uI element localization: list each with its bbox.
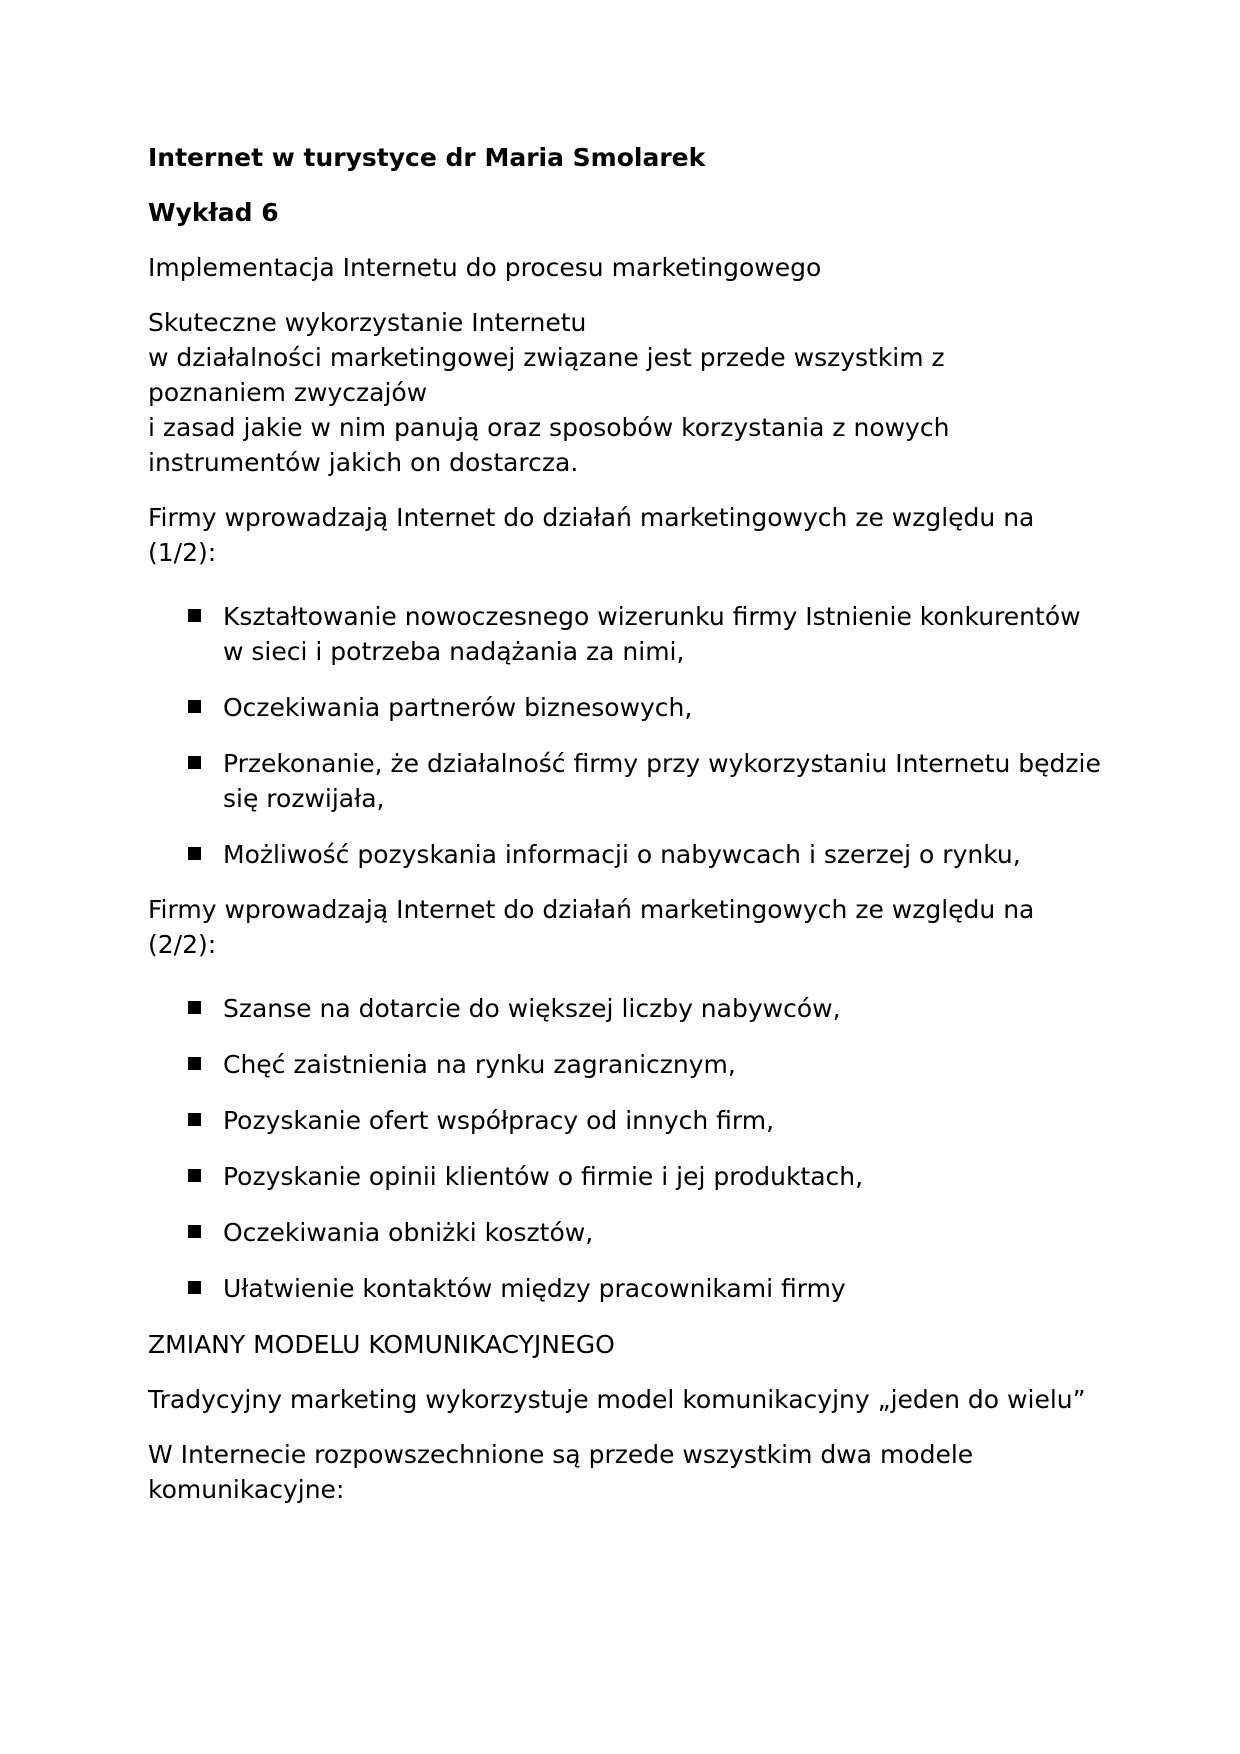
- square-bullet-icon: [188, 1057, 201, 1070]
- document-page: [148, 140, 1108, 1527]
- square-bullet-icon: [188, 847, 201, 860]
- topic-paragraph: Implementacja Internetu do procesu marketingowego: [148, 253, 822, 282]
- list-item-text: Kształtowanie nowoczesnego wizerunku firmy Istnienie konkurentów w sieci i potrzeba nadążania za nimi,: [223, 602, 1081, 666]
- list-item: [148, 1215, 1108, 1250]
- square-bullet-icon: [188, 1281, 201, 1294]
- square-bullet-icon: [188, 756, 201, 769]
- reasons-2-list: [148, 991, 1108, 1306]
- reasons-1-heading: Firmy wprowadzają Internet do działań marketingowych ze względu na (1/2):: [148, 503, 1035, 567]
- list-item: [148, 1047, 1108, 1082]
- square-bullet-icon: [188, 1001, 201, 1014]
- intro-line: i zasad jakie w nim panują oraz sposobów korzystania z nowych: [148, 413, 950, 442]
- list-item-text: Ułatwienie kontaktów między pracownikami firmy: [223, 1274, 846, 1303]
- list-item: [148, 746, 1108, 816]
- intro-line: instrumentów jakich on dostarcza.: [148, 448, 579, 477]
- document-title: Internet w turystyce dr Maria Smolarek: [148, 143, 706, 172]
- reasons-2-heading: Firmy wprowadzają Internet do działań marketingowych ze względu na (2/2):: [148, 895, 1035, 959]
- square-bullet-icon: [188, 1169, 201, 1182]
- list-item: [148, 991, 1108, 1026]
- list-item-text: Oczekiwania partnerów biznesowych,: [223, 693, 693, 722]
- intro-paragraph: [148, 305, 1108, 480]
- list-item-text: Pozyskanie opinii klientów o firmie i jej produktach,: [223, 1162, 864, 1191]
- list-item: [148, 1103, 1108, 1138]
- list-item: [148, 690, 1108, 725]
- list-item-text: Przekonanie, że działalność firmy przy wykorzystaniu Internetu będzie się rozwijała,: [223, 749, 1101, 813]
- intro-line: poznaniem zwyczajów: [148, 378, 428, 407]
- intro-line: w działalności marketingowej związane jest przede wszystkim z: [148, 343, 945, 372]
- square-bullet-icon: [188, 609, 201, 622]
- list-item: [148, 1271, 1108, 1306]
- list-item: [148, 1159, 1108, 1194]
- lecture-heading: Wykład 6: [148, 198, 279, 227]
- section-heading: ZMIANY MODELU KOMUNIKACYJNEGO: [148, 1330, 615, 1359]
- list-item: [148, 599, 1108, 669]
- list-item-text: Chęć zaistnienia na rynku zagranicznym,: [223, 1050, 736, 1079]
- list-item-text: Możliwość pozyskania informacji o nabywcach i szerzej o rynku,: [223, 840, 1021, 869]
- intro-line: Skuteczne wykorzystanie Internetu: [148, 308, 587, 337]
- traditional-paragraph: Tradycyjny marketing wykorzystuje model komunikacyjny „jeden do wielu”: [148, 1385, 1086, 1414]
- square-bullet-icon: [188, 1225, 201, 1238]
- list-item-text: Szanse na dotarcie do większej liczby nabywców,: [223, 994, 841, 1023]
- list-item-text: Pozyskanie ofert współpracy od innych firm,: [223, 1106, 775, 1135]
- list-item-text: Oczekiwania obniżki kosztów,: [223, 1218, 594, 1247]
- square-bullet-icon: [188, 1113, 201, 1126]
- reasons-1-list: [148, 599, 1108, 872]
- internet-models-paragraph: W Internecie rozpowszechnione są przede wszystkim dwa modele komunikacyjne:: [148, 1440, 974, 1504]
- square-bullet-icon: [188, 700, 201, 713]
- list-item: [148, 837, 1108, 872]
